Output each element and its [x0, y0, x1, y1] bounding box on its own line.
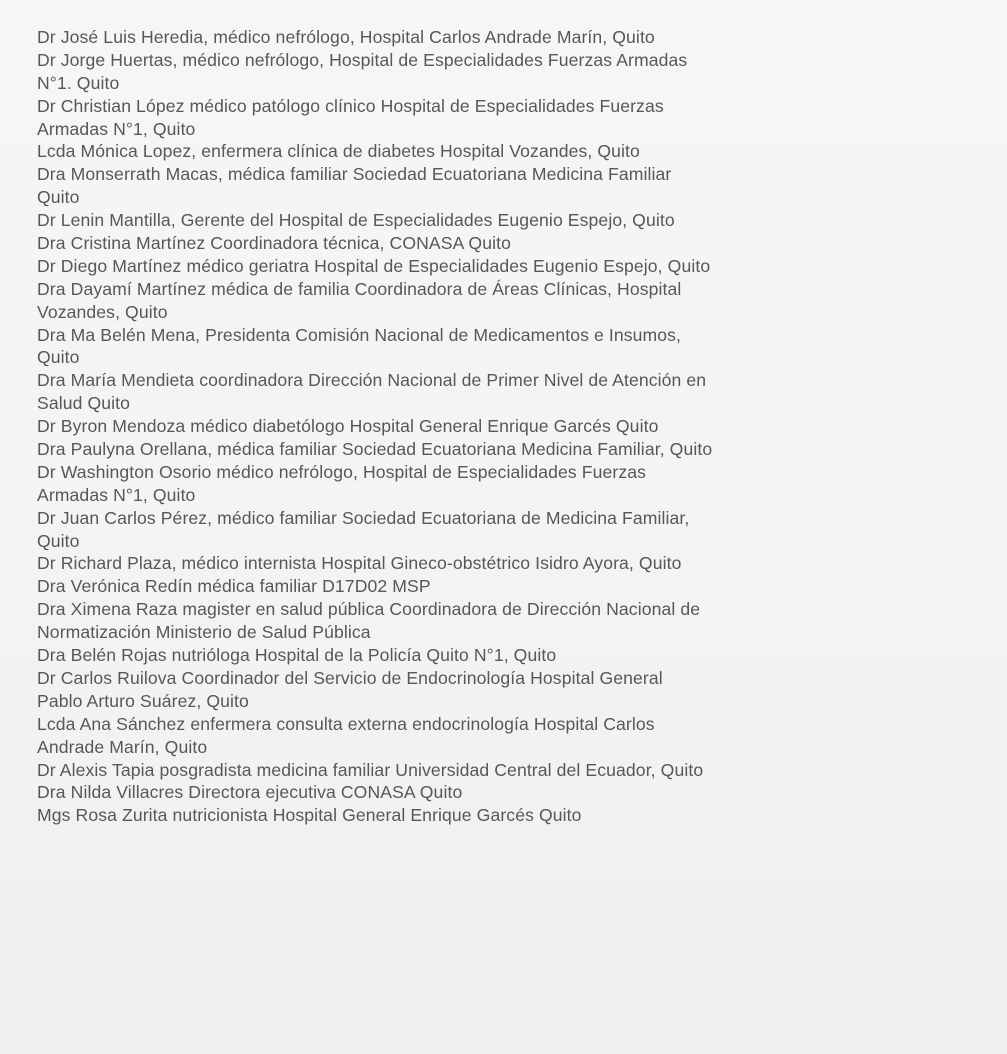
list-line: Dr Byron Mendoza médico diabetólogo Hospital General Enrique Garcés Quito — [37, 416, 659, 437]
list-line: Armadas N°1, Quito — [37, 118, 196, 139]
list-line: Quito — [37, 530, 80, 551]
list-line: Lcda Mónica Lopez, enfermera clínica de diabetes Hospital Vozandes, Quito — [37, 141, 640, 162]
list-line: Vozandes, Quito — [37, 301, 168, 322]
list-line: Dr Alexis Tapia posgradista medicina familiar Universidad Central del Ecuador, Quito — [37, 759, 704, 780]
list-line: Quito — [37, 187, 80, 208]
list-line: Dr Carlos Ruilova Coordinador del Servicio de Endocrinología Hospital General — [37, 667, 663, 688]
list-line: Dra Dayamí Martínez médica de familia Coordinadora de Áreas Clínicas, Hospital — [37, 278, 682, 299]
list-line: Normatización Ministerio de Salud Pública — [37, 622, 371, 643]
list-line: Armadas N°1, Quito — [37, 484, 196, 505]
list-line: Dra Ma Belén Mena, Presidenta Comisión Nacional de Medicamentos e Insumos, — [37, 324, 682, 345]
list-line: Dr Diego Martínez médico geriatra Hospital de Especialidades Eugenio Espejo, Quito — [37, 255, 711, 276]
contributor-list — [37, 26, 967, 827]
list-line: Pablo Arturo Suárez, Quito — [37, 690, 249, 711]
list-line: Dra Cristina Martínez Coordinadora técnica, CONASA Quito — [37, 233, 511, 254]
list-line: Dra Paulyna Orellana, médica familiar Sociedad Ecuatoriana Medicina Familiar, Quito — [37, 439, 713, 460]
list-line: Dr Washington Osorio médico nefrólogo, Hospital de Especialidades Fuerzas — [37, 461, 647, 482]
list-line: Quito — [37, 347, 80, 368]
list-line: Mgs Rosa Zurita nutricionista Hospital General Enrique Garcés Quito — [37, 805, 582, 826]
list-line: Dr Jorge Huertas, médico nefrólogo, Hospital de Especialidades Fuerzas Armadas — [37, 49, 688, 70]
list-line: Andrade Marín, Quito — [37, 736, 208, 757]
list-line: Salud Quito — [37, 393, 131, 414]
list-line: Dra Verónica Redín médica familiar D17D02 MSP — [37, 576, 431, 597]
list-line: Dra Nilda Villacres Directora ejecutiva CONASA Quito — [37, 782, 463, 803]
list-line: Dr Richard Plaza, médico internista Hospital Gineco-obstétrico Isidro Ayora, Quito — [37, 553, 682, 574]
list-line: Dr Christian López médico patólogo clínico Hospital de Especialidades Fuerzas — [37, 95, 664, 116]
list-line: N°1. Quito — [37, 72, 120, 93]
list-line: Dra María Mendieta coordinadora Dirección Nacional de Primer Nivel de Atención en — [37, 370, 707, 391]
list-line: Dr Juan Carlos Pérez, médico familiar Sociedad Ecuatoriana de Medicina Familiar, — [37, 507, 690, 528]
list-line: Dra Ximena Raza magister en salud pública Coordinadora de Dirección Nacional de — [37, 599, 701, 620]
list-line: Dr Lenin Mantilla, Gerente del Hospital de Especialidades Eugenio Espejo, Quito — [37, 210, 675, 231]
list-line: Dra Monserrath Macas, médica familiar Sociedad Ecuatoriana Medicina Familiar — [37, 164, 672, 185]
list-line: Dr José Luis Heredia, médico nefrólogo, Hospital Carlos Andrade Marín, Quito — [37, 27, 655, 47]
list-line: Dra Belén Rojas nutrióloga Hospital de la Policía Quito N°1, Quito — [37, 645, 557, 666]
list-line: Lcda Ana Sánchez enfermera consulta externa endocrinología Hospital Carlos — [37, 713, 655, 734]
